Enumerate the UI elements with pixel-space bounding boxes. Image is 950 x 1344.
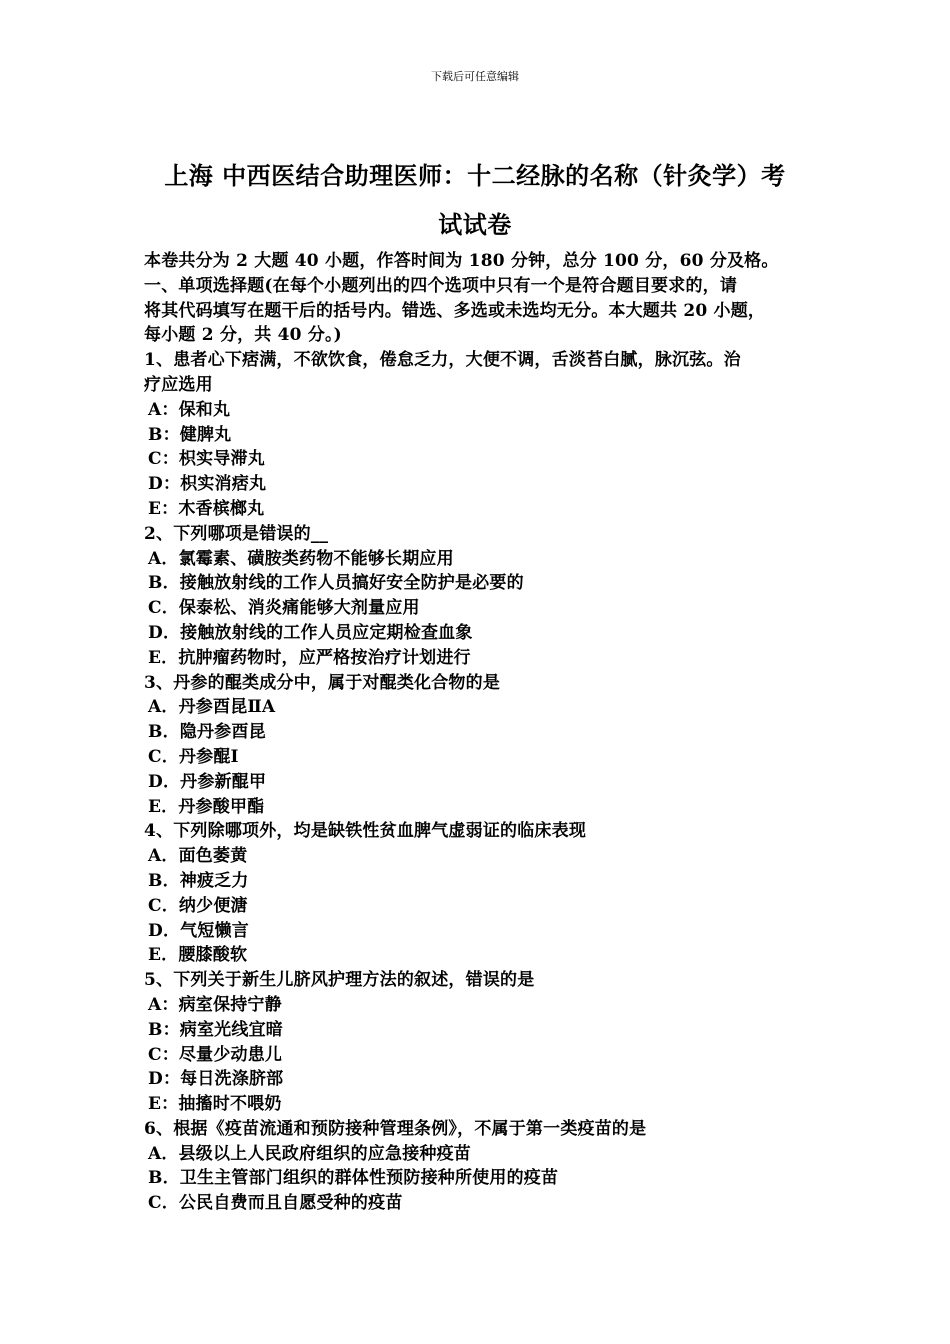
answer-option: D：每日洗涤脐部: [148, 1069, 284, 1090]
answer-option: A．县级以上人民政府组织的应急接种疫苗: [148, 1143, 471, 1164]
answer-option: C．纳少便溏: [148, 895, 248, 916]
section-instructions-line: 将其代码填写在题干后的括号内。错选、多选或未选均无分。本大题共 20 小题，: [144, 300, 766, 321]
answer-option: B．接触放射线的工作人员搞好安全防护是必要的: [148, 573, 524, 594]
page-title-line-1: 上海 中西医结合助理医师：十二经脉的名称（针灸学）考: [164, 162, 786, 190]
answer-option: B：病室光线宜暗: [148, 1019, 283, 1040]
answer-option: D．接触放射线的工作人员应定期检查血象: [148, 622, 473, 643]
exam-intro: 本卷共分为 2 大题 40 小题，作答时间为 180 分钟，总分 100 分，60 分及格。: [144, 251, 779, 271]
answer-option: D：枳实消痞丸: [148, 474, 267, 495]
question-stem: 4、下列除哪项外，均是缺铁性贫血脾气虚弱证的临床表现: [144, 821, 587, 842]
answer-option: B：健脾丸: [148, 424, 232, 445]
answer-option: A．面色萎黄: [148, 846, 248, 867]
answer-option: E．腰膝酸软: [148, 945, 248, 966]
answer-option: E．抗肿瘤药物时，应严格按治疗计划进行: [148, 647, 471, 668]
question-4: [144, 819, 834, 968]
question-stem: 2、下列哪项是错误的__: [144, 523, 329, 544]
answer-option: C．丹参醌Ⅰ: [148, 746, 239, 767]
question-stem: 6、根据《疫苗流通和预防接种管理条例》，不属于第一类疫苗的是: [144, 1118, 647, 1139]
question-stem: 1、患者心下痞满，不欲饮食，倦怠乏力，大便不调，舌淡苔白腻，脉沉弦。治: [144, 350, 741, 371]
question-1: [144, 348, 834, 522]
answer-option: B．卫生主管部门组织的群体性预防接种所使用的疫苗: [148, 1168, 559, 1189]
document-body: [144, 249, 834, 1216]
answer-option: C：枳实导滞丸: [148, 449, 265, 470]
answer-option: C．公民自费而且自愿受种的疫苗: [148, 1193, 403, 1214]
answer-option: A：保和丸: [148, 399, 231, 420]
answer-option: B．神疲乏力: [148, 870, 249, 891]
answer-option: D．气短懒言: [148, 920, 249, 941]
question-5: [144, 968, 834, 1117]
section-instructions-line: 一、单项选择题(在每个小题列出的四个选项中只有一个是符合题目要求的，请: [144, 275, 738, 296]
answer-option: E：木香槟榔丸: [148, 498, 265, 519]
question-3: [144, 671, 834, 820]
answer-option: A．氯霉素、磺胺类药物不能够长期应用: [148, 548, 454, 569]
question-2: [144, 522, 834, 671]
answer-option: D．丹参新醌甲: [148, 771, 267, 792]
question-stem: 疗应选用: [144, 374, 213, 395]
question-stem: 3、丹参的醌类成分中，属于对醌类化合物的是: [144, 672, 501, 693]
answer-option: E：抽搐时不喂奶: [148, 1094, 282, 1115]
answer-option: E．丹参酸甲酯: [148, 796, 265, 817]
question-stem: 5、下列关于新生儿脐风护理方法的叙述，错误的是: [144, 970, 535, 991]
section-instructions-line: 每小题 2 分，共 40 分。): [144, 325, 342, 346]
answer-option: B．隐丹参酉昆: [148, 722, 266, 743]
header-note: 下载后可任意编辑: [431, 70, 519, 83]
page-title-line-2: 试试卷: [438, 211, 512, 239]
answer-option: C．保泰松、消炎痛能够大剂量应用: [148, 598, 420, 619]
answer-option: A：病室保持宁静: [148, 994, 282, 1015]
answer-option: A．丹参酉昆ⅡA: [148, 697, 276, 718]
question-6: [144, 1117, 834, 1216]
answer-option: C：尽量少动患儿: [148, 1044, 283, 1065]
